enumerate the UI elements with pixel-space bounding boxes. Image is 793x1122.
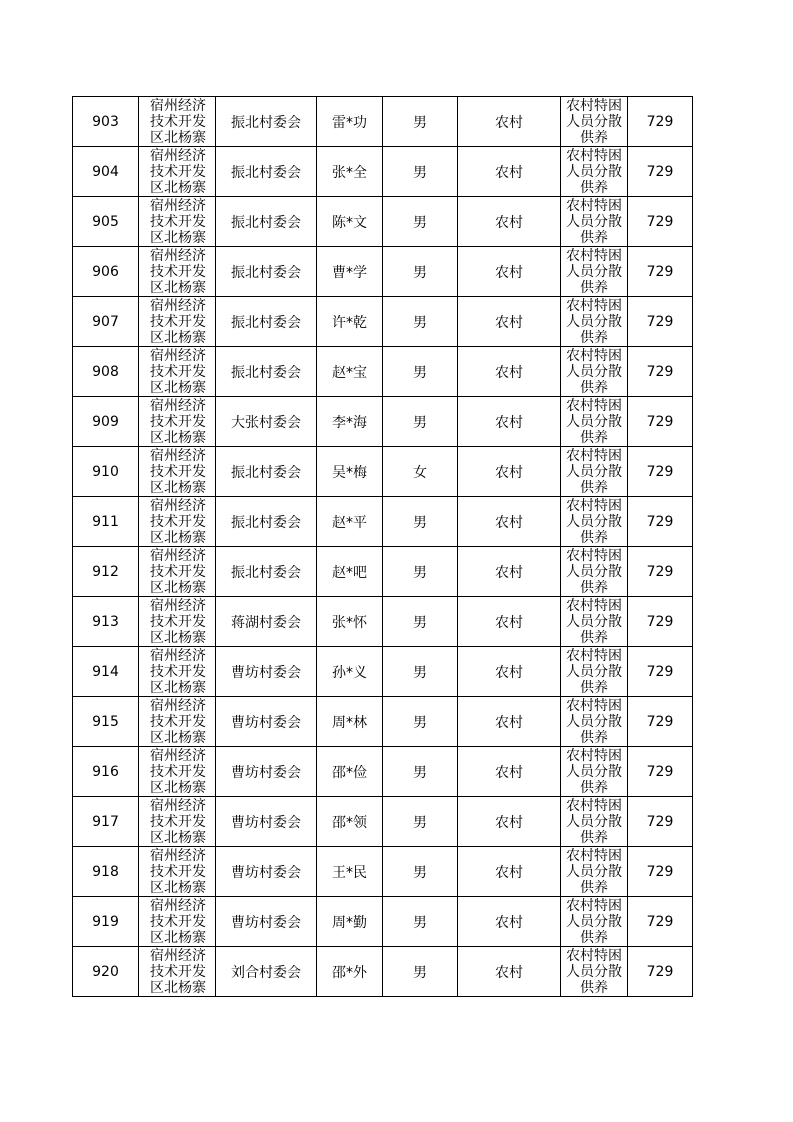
row-number-cell: 911 xyxy=(73,497,139,547)
village-committee-cell: 曹坊村委会 xyxy=(216,797,317,847)
support-type-text: 农村特困人员分散供养 xyxy=(566,498,622,546)
area-type-cell: 农村 xyxy=(458,697,561,747)
gender-cell: 男 xyxy=(383,147,458,197)
row-number-cell: 913 xyxy=(73,597,139,647)
row-number-cell: 912 xyxy=(73,547,139,597)
town-text: 宿州经济技术开发区北杨寨 xyxy=(150,498,206,546)
support-type-cell xyxy=(561,947,628,997)
person-name-cell: 赵*吧 xyxy=(317,547,383,597)
village-committee-cell: 曹坊村委会 xyxy=(216,647,317,697)
row-number-cell: 908 xyxy=(73,347,139,397)
village-committee-cell: 振北村委会 xyxy=(216,347,317,397)
amount-cell: 729 xyxy=(628,197,693,247)
town-cell xyxy=(139,747,216,797)
amount-cell: 729 xyxy=(628,747,693,797)
town-cell xyxy=(139,647,216,697)
row-number-cell: 903 xyxy=(73,97,139,147)
village-committee-cell: 振北村委会 xyxy=(216,147,317,197)
town-text: 宿州经济技术开发区北杨寨 xyxy=(150,698,206,746)
amount-cell: 729 xyxy=(628,147,693,197)
table-body xyxy=(73,97,693,997)
person-name-cell: 陈*文 xyxy=(317,197,383,247)
town-text: 宿州经济技术开发区北杨寨 xyxy=(150,448,206,496)
town-text: 宿州经济技术开发区北杨寨 xyxy=(150,98,206,146)
support-type-text: 农村特困人员分散供养 xyxy=(566,648,622,696)
town-cell xyxy=(139,797,216,847)
village-committee-cell: 刘合村委会 xyxy=(216,947,317,997)
town-text: 宿州经济技术开发区北杨寨 xyxy=(150,748,206,796)
row-number-cell: 918 xyxy=(73,847,139,897)
person-name-cell: 赵*宝 xyxy=(317,347,383,397)
town-text: 宿州经济技术开发区北杨寨 xyxy=(150,798,206,846)
village-committee-cell: 振北村委会 xyxy=(216,197,317,247)
town-cell xyxy=(139,547,216,597)
support-type-cell xyxy=(561,297,628,347)
gender-cell: 男 xyxy=(383,747,458,797)
amount-cell: 729 xyxy=(628,497,693,547)
town-cell xyxy=(139,247,216,297)
support-type-cell xyxy=(561,347,628,397)
village-committee-cell: 振北村委会 xyxy=(216,297,317,347)
gender-cell: 男 xyxy=(383,947,458,997)
row-number-cell: 904 xyxy=(73,147,139,197)
town-text: 宿州经济技术开发区北杨寨 xyxy=(150,348,206,396)
town-cell xyxy=(139,447,216,497)
amount-cell: 729 xyxy=(628,597,693,647)
town-text: 宿州经济技术开发区北杨寨 xyxy=(150,848,206,896)
support-type-cell xyxy=(561,647,628,697)
area-type-cell: 农村 xyxy=(458,297,561,347)
person-name-cell: 王*民 xyxy=(317,847,383,897)
village-committee-cell: 曹坊村委会 xyxy=(216,847,317,897)
amount-cell: 729 xyxy=(628,847,693,897)
table-row xyxy=(73,97,693,147)
area-type-cell: 农村 xyxy=(458,747,561,797)
support-type-text: 农村特困人员分散供养 xyxy=(566,348,622,396)
support-type-cell xyxy=(561,497,628,547)
row-number-cell: 907 xyxy=(73,297,139,347)
person-name-cell: 许*乾 xyxy=(317,297,383,347)
area-type-cell: 农村 xyxy=(458,797,561,847)
support-type-cell xyxy=(561,147,628,197)
town-cell xyxy=(139,497,216,547)
village-committee-cell: 大张村委会 xyxy=(216,397,317,447)
row-number-cell: 909 xyxy=(73,397,139,447)
gender-cell: 男 xyxy=(383,97,458,147)
support-type-cell xyxy=(561,447,628,497)
table-row xyxy=(73,747,693,797)
village-committee-cell: 曹坊村委会 xyxy=(216,697,317,747)
person-name-cell: 张*全 xyxy=(317,147,383,197)
support-type-cell xyxy=(561,797,628,847)
town-text: 宿州经济技术开发区北杨寨 xyxy=(150,598,206,646)
row-number-cell: 916 xyxy=(73,747,139,797)
row-number-cell: 914 xyxy=(73,647,139,697)
village-committee-cell: 曹坊村委会 xyxy=(216,897,317,947)
gender-cell: 男 xyxy=(383,197,458,247)
town-text: 宿州经济技术开发区北杨寨 xyxy=(150,648,206,696)
area-type-cell: 农村 xyxy=(458,897,561,947)
area-type-cell: 农村 xyxy=(458,147,561,197)
gender-cell: 男 xyxy=(383,297,458,347)
town-text: 宿州经济技术开发区北杨寨 xyxy=(150,548,206,596)
area-type-cell: 农村 xyxy=(458,447,561,497)
person-name-cell: 曹*学 xyxy=(317,247,383,297)
support-type-cell xyxy=(561,747,628,797)
town-text: 宿州经济技术开发区北杨寨 xyxy=(150,148,206,196)
support-type-cell xyxy=(561,197,628,247)
table-row xyxy=(73,347,693,397)
person-name-cell: 邵*领 xyxy=(317,797,383,847)
town-text: 宿州经济技术开发区北杨寨 xyxy=(150,298,206,346)
village-committee-cell: 振北村委会 xyxy=(216,247,317,297)
person-name-cell: 周*林 xyxy=(317,697,383,747)
town-cell xyxy=(139,397,216,447)
village-committee-cell: 曹坊村委会 xyxy=(216,747,317,797)
town-cell xyxy=(139,897,216,947)
support-type-cell xyxy=(561,397,628,447)
table-row xyxy=(73,847,693,897)
person-name-cell: 赵*平 xyxy=(317,497,383,547)
town-cell xyxy=(139,147,216,197)
table-row xyxy=(73,147,693,197)
area-type-cell: 农村 xyxy=(458,847,561,897)
gender-cell: 男 xyxy=(383,547,458,597)
area-type-cell: 农村 xyxy=(458,247,561,297)
area-type-cell: 农村 xyxy=(458,197,561,247)
amount-cell: 729 xyxy=(628,347,693,397)
town-cell xyxy=(139,197,216,247)
gender-cell: 男 xyxy=(383,347,458,397)
person-name-cell: 李*海 xyxy=(317,397,383,447)
support-type-text: 农村特困人员分散供养 xyxy=(566,198,622,246)
person-name-cell: 雷*功 xyxy=(317,97,383,147)
support-type-text: 农村特困人员分散供养 xyxy=(566,748,622,796)
village-committee-cell: 振北村委会 xyxy=(216,447,317,497)
gender-cell: 男 xyxy=(383,647,458,697)
support-type-text: 农村特困人员分散供养 xyxy=(566,448,622,496)
support-type-cell xyxy=(561,247,628,297)
gender-cell: 男 xyxy=(383,847,458,897)
row-number-cell: 915 xyxy=(73,697,139,747)
town-text: 宿州经济技术开发区北杨寨 xyxy=(150,198,206,246)
area-type-cell: 农村 xyxy=(458,547,561,597)
support-type-text: 农村特困人员分散供养 xyxy=(566,598,622,646)
support-type-text: 农村特困人员分散供养 xyxy=(566,248,622,296)
support-type-text: 农村特困人员分散供养 xyxy=(566,798,622,846)
support-type-cell xyxy=(561,97,628,147)
row-number-cell: 919 xyxy=(73,897,139,947)
gender-cell: 女 xyxy=(383,447,458,497)
row-number-cell: 906 xyxy=(73,247,139,297)
amount-cell: 729 xyxy=(628,97,693,147)
village-committee-cell: 振北村委会 xyxy=(216,547,317,597)
gender-cell: 男 xyxy=(383,697,458,747)
support-type-text: 农村特困人员分散供养 xyxy=(566,148,622,196)
amount-cell: 729 xyxy=(628,247,693,297)
area-type-cell: 农村 xyxy=(458,647,561,697)
gender-cell: 男 xyxy=(383,497,458,547)
person-name-cell: 吴*梅 xyxy=(317,447,383,497)
support-type-text: 农村特困人员分散供养 xyxy=(566,398,622,446)
person-name-cell: 邵*俭 xyxy=(317,747,383,797)
town-text: 宿州经济技术开发区北杨寨 xyxy=(150,948,206,996)
person-name-cell: 孙*义 xyxy=(317,647,383,697)
row-number-cell: 917 xyxy=(73,797,139,847)
row-number-cell: 910 xyxy=(73,447,139,497)
amount-cell: 729 xyxy=(628,297,693,347)
town-cell xyxy=(139,947,216,997)
town-cell xyxy=(139,297,216,347)
amount-cell: 729 xyxy=(628,447,693,497)
person-name-cell: 邵*外 xyxy=(317,947,383,997)
village-committee-cell: 振北村委会 xyxy=(216,497,317,547)
town-cell xyxy=(139,847,216,897)
amount-cell: 729 xyxy=(628,547,693,597)
gender-cell: 男 xyxy=(383,797,458,847)
amount-cell: 729 xyxy=(628,947,693,997)
gender-cell: 男 xyxy=(383,597,458,647)
area-type-cell: 农村 xyxy=(458,397,561,447)
table-row xyxy=(73,797,693,847)
area-type-cell: 农村 xyxy=(458,597,561,647)
support-type-text: 农村特困人员分散供养 xyxy=(566,298,622,346)
table-row xyxy=(73,447,693,497)
amount-cell: 729 xyxy=(628,647,693,697)
support-type-cell xyxy=(561,847,628,897)
table-row xyxy=(73,697,693,747)
amount-cell: 729 xyxy=(628,397,693,447)
town-text: 宿州经济技术开发区北杨寨 xyxy=(150,248,206,296)
amount-cell: 729 xyxy=(628,697,693,747)
area-type-cell: 农村 xyxy=(458,347,561,397)
support-type-text: 农村特困人员分散供养 xyxy=(566,848,622,896)
table-row xyxy=(73,297,693,347)
records-table xyxy=(72,96,693,997)
row-number-cell: 905 xyxy=(73,197,139,247)
town-text: 宿州经济技术开发区北杨寨 xyxy=(150,398,206,446)
town-cell xyxy=(139,697,216,747)
support-type-cell xyxy=(561,897,628,947)
village-committee-cell: 振北村委会 xyxy=(216,97,317,147)
table-row xyxy=(73,647,693,697)
table-row xyxy=(73,497,693,547)
village-committee-cell: 蒋湖村委会 xyxy=(216,597,317,647)
table-row xyxy=(73,197,693,247)
support-type-text: 农村特困人员分散供养 xyxy=(566,898,622,946)
area-type-cell: 农村 xyxy=(458,947,561,997)
support-type-cell xyxy=(561,597,628,647)
support-type-cell xyxy=(561,547,628,597)
area-type-cell: 农村 xyxy=(458,497,561,547)
table-row xyxy=(73,547,693,597)
table-row xyxy=(73,947,693,997)
gender-cell: 男 xyxy=(383,247,458,297)
row-number-cell: 920 xyxy=(73,947,139,997)
support-type-text: 农村特困人员分散供养 xyxy=(566,948,622,996)
support-type-text: 农村特困人员分散供养 xyxy=(566,98,622,146)
amount-cell: 729 xyxy=(628,897,693,947)
town-text: 宿州经济技术开发区北杨寨 xyxy=(150,898,206,946)
town-cell xyxy=(139,597,216,647)
table-row xyxy=(73,247,693,297)
amount-cell: 729 xyxy=(628,797,693,847)
gender-cell: 男 xyxy=(383,897,458,947)
person-name-cell: 周*勤 xyxy=(317,897,383,947)
support-type-text: 农村特困人员分散供养 xyxy=(566,698,622,746)
town-cell xyxy=(139,347,216,397)
support-type-text: 农村特困人员分散供养 xyxy=(566,548,622,596)
town-cell xyxy=(139,97,216,147)
support-type-cell xyxy=(561,697,628,747)
table-row xyxy=(73,897,693,947)
person-name-cell: 张*怀 xyxy=(317,597,383,647)
table-row xyxy=(73,397,693,447)
area-type-cell: 农村 xyxy=(458,97,561,147)
gender-cell: 男 xyxy=(383,397,458,447)
table-row xyxy=(73,597,693,647)
